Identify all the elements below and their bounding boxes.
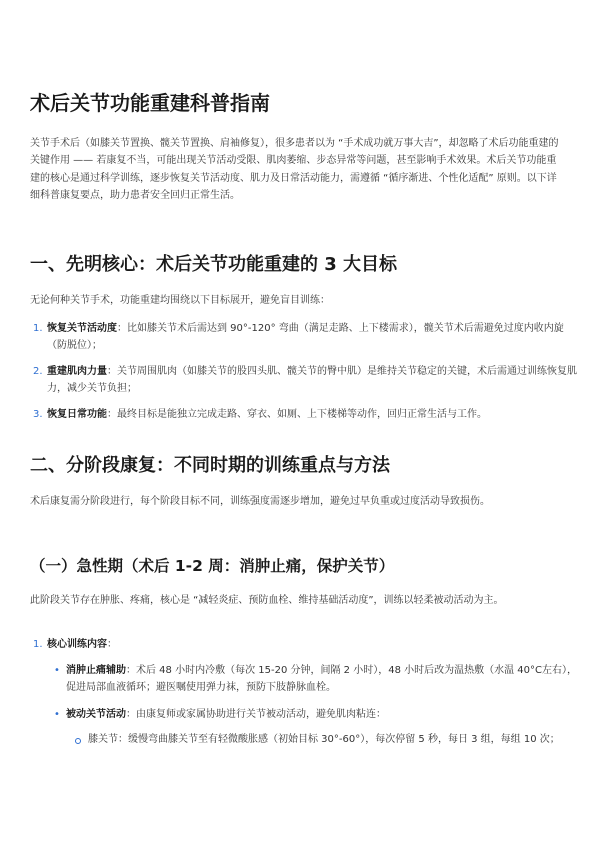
sub-bullet-item: 膝关节：缓慢弯曲膝关节至有轻微酸胀感（初始目标 30°-60°），每次停留 5 秒，每日 3 组，每组 10 次；: [88, 734, 560, 745]
bullet-item-label: 消肿止痛辅助: [66, 665, 126, 676]
bullet-item-text: ：由康复师或家属协助进行关节被动活动，避免肌肉粘连：: [126, 709, 386, 720]
hollow-circle-bullet-icon: [75, 738, 81, 744]
bullet-item-label: 被动关节活动: [66, 709, 126, 720]
bullet-dot-icon: •: [54, 665, 60, 676]
list-item-text: ：关节周围肌肉（如膝关节的股四头肌、髋关节的臀中肌）是维持关节稳定的关键，术后需通过训练恢复肌力，减少关节负担；: [47, 366, 577, 395]
list-item: [47, 363, 577, 398]
list-item-label: 核心训练内容: [47, 639, 107, 650]
bullet-item: [66, 662, 580, 697]
list-number: 2.: [33, 366, 43, 377]
section2-heading: 二、分阶段康复：不同时期的训练重点与方法: [30, 455, 390, 476]
section1-lead: 无论何种关节手术，功能重建均围绕以下目标展开，避免盲目训练：: [30, 295, 330, 306]
bullet-item: [66, 706, 580, 723]
list-item-text: ：最终目标是能独立完成走路、穿衣、如厕、上下楼梯等动作，回归正常生活与工作。: [107, 409, 487, 420]
subsection-lead: 此阶段关节存在肿胀、疼痛，核心是 “减轻炎症、预防血栓、维持基础活动度”，训练以轻柔被动活动为主。: [30, 595, 504, 606]
list-number: 3.: [33, 409, 43, 420]
intro-paragraph: 关节手术后（如膝关节置换、髋关节置换、肩袖修复），很多患者以为 “手术成功就万事大吉”，却忽略了术后功能重建的关键作用 —— 若康复不当，可能出现关节活动受限、肌肉萎缩、步态异常等问题，甚至影响手术效果。术后关节功能重建的核心是通过科学训练，逐步恢复关节活动度、肌力及日常活动能力，需遵循 “循序渐进、个性化适配” 原则。以下详细科普康复要点，助力患者安全回归正常生活。: [30, 138, 559, 201]
list-item: [47, 406, 577, 423]
list-item-suffix: ：: [107, 639, 117, 650]
section2-lead: 术后康复需分阶段进行，每个阶段目标不同，训练强度需逐步增加，避免过早负重或过度活动导致损伤。: [30, 496, 490, 507]
bullet-dot-icon: •: [54, 709, 60, 720]
bullet-item-text: ：术后 48 小时内冷敷（每次 15-20 分钟，间隔 2 小时），48 小时后改为温热敷（水温 40°C左右），促进局部血液循环；避医嘱使用弹力袜，预防下肢静脉血栓。: [66, 665, 578, 694]
list-item-label: 恢复日常功能: [47, 409, 107, 420]
list-item: [47, 636, 567, 653]
section1-heading: 一、先明核心：术后关节功能重建的 3 大目标: [30, 254, 398, 275]
list-item-label: 重建肌肉力量: [47, 366, 107, 377]
list-item-text: ：比如膝关节术后需达到 90°-120° 弯曲（满足走路、上下楼需求），髋关节术后需避免过度内收内旋（防脱位）；: [47, 323, 564, 352]
list-number: 1.: [33, 639, 43, 650]
subsection-heading: （一）急性期（术后 1-2 周：消肿止痛，保护关节）: [30, 557, 395, 575]
page-title: 术后关节功能重建科普指南: [30, 91, 270, 115]
list-item: [47, 320, 577, 355]
list-number: 1.: [33, 323, 43, 334]
list-item-label: 恢复关节活动度: [47, 323, 117, 334]
